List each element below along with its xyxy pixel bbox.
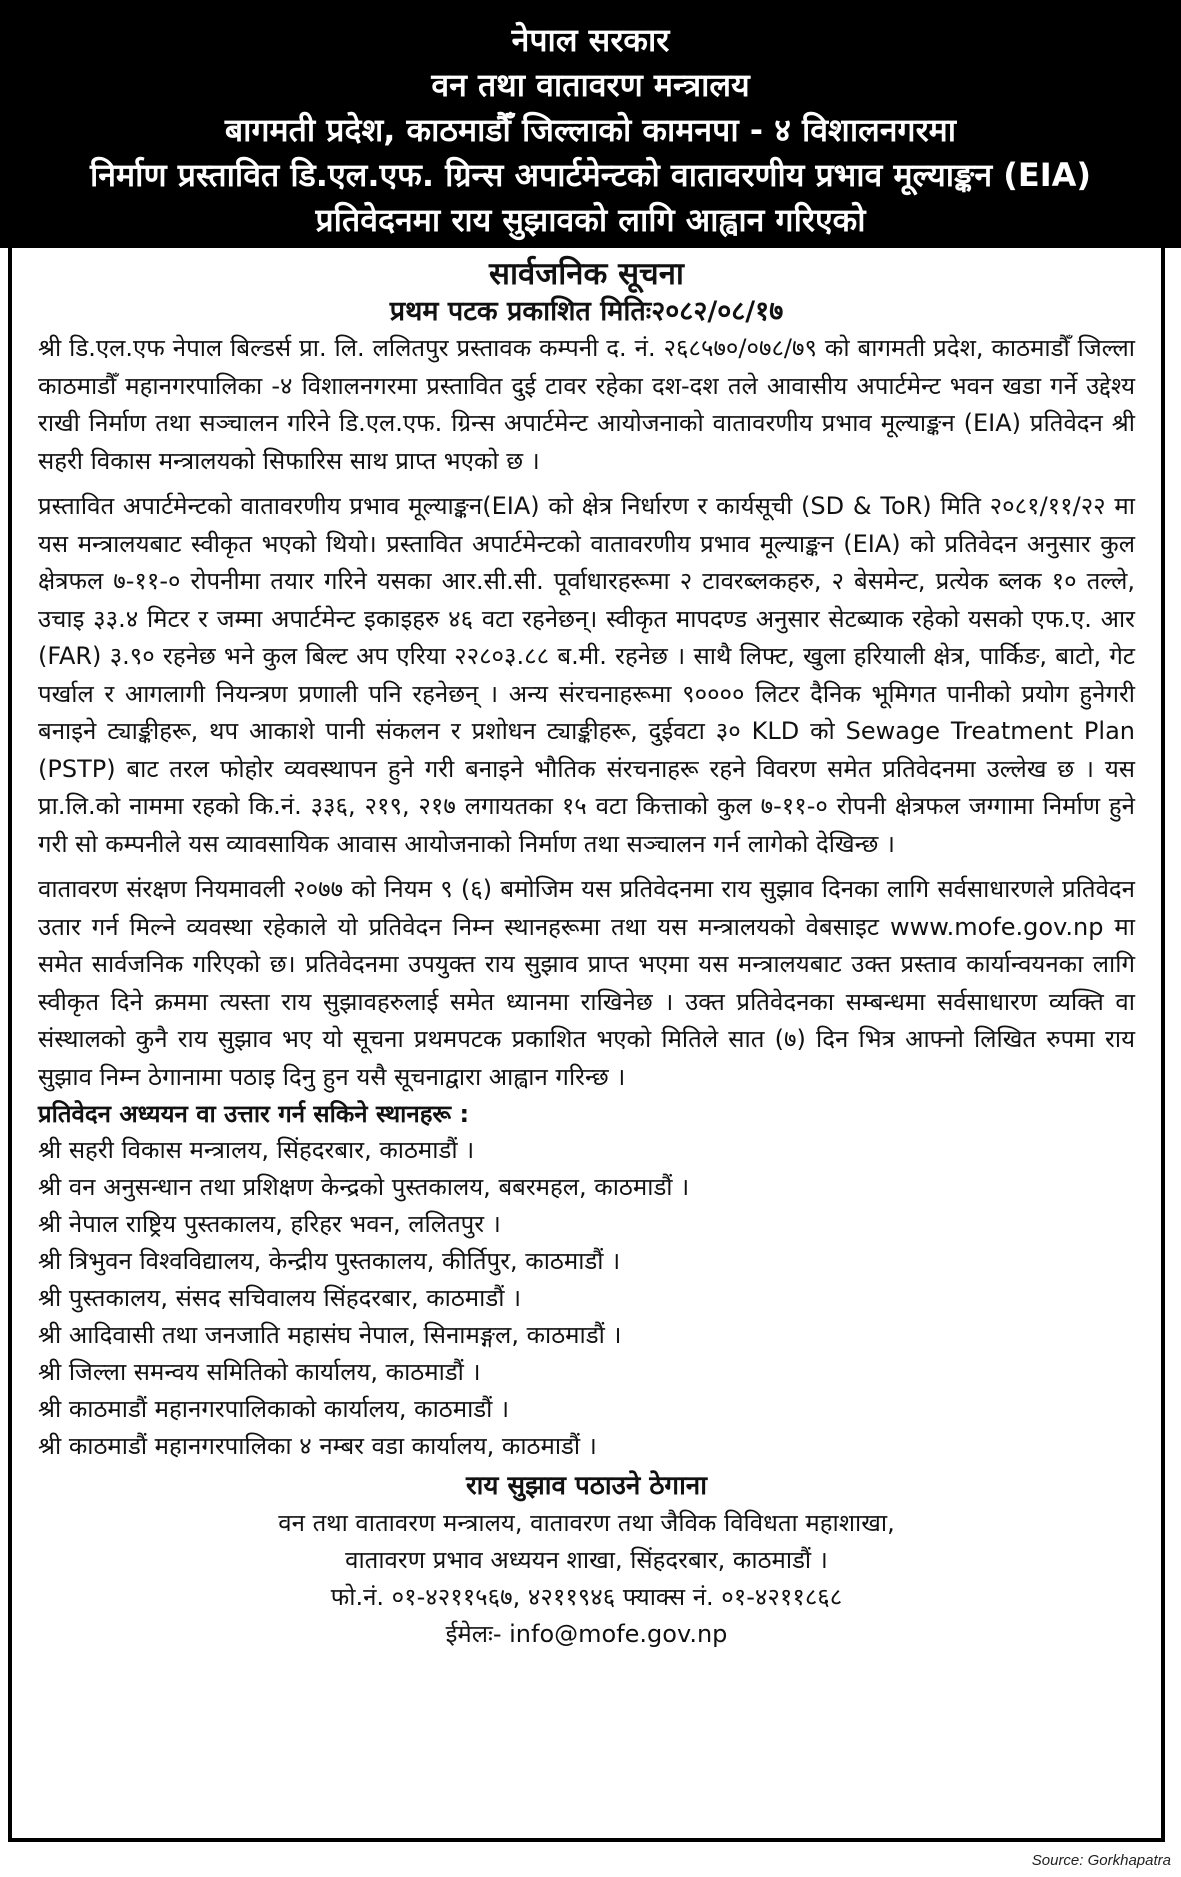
phone-fax: फो.नं. ०१-४२११५६७, ४२११९४६ फ्याक्स नं. ०१-४२११८६८ — [330, 1583, 843, 1611]
location-item: श्री जिल्ला समन्वय समितिको कार्यालय, काठमाडौं । — [38, 1358, 481, 1386]
locations-heading: प्रतिवेदन अध्ययन वा उत्तार गर्न सकिने स्थानहरू : — [38, 1100, 470, 1128]
location-item: श्री पुस्तकालय, संसद सचिवालय सिंहदरबार, काठमाडौं । — [38, 1284, 522, 1312]
locations-list — [38, 1132, 1135, 1465]
location-item: श्री आदिवासी तथा जनजाति महासंघ नेपाल, सिनामङ्गल, काठमाडौं । — [38, 1321, 622, 1349]
location-item: श्री काठमाडौं महानगरपालिकाको कार्यालय, काठमाडौं । — [38, 1395, 510, 1423]
source-credit: Source: Gorkhapatra — [1031, 1852, 1171, 1869]
published-date: प्रथम पटक प्रकाशित मितिः२०८२/०८/१७ — [389, 296, 784, 327]
notice-header-banner — [0, 0, 1181, 248]
paragraph-2: प्रस्तावित अपार्टमेन्टको वातावरणीय प्रभाव मूल्याङ्कन(EIA) को क्षेत्र निर्धारण र कार्यसूची (SD & ToR) मिति २०८१/११/२२ मा यस मन्त्रालयबाट स्वीकृत भएको थियो। प्रस्तावित अपार्टमेन्टको वातावरणीय प्रभाव मूल्याङ्कन (EIA) को प्रतिवेदन अनुसार कुल क्षेत्रफल ७-११-० रोपनीमा तयार गरिने यसका आर.सी.सी. पूर्वाधारहरूमा २ टावरब्लकहरु, २ बेसमेन्ट, प्रत्येक ब्लक १० तल्ले, उचाइ ३३.४ मिटर र जम्मा अपार्टमेन्ट इकाइहरु ४६ वटा रहनेछन्। स्वीकृत मापदण्ड अनुसार सेटब्याक रहेको यसको एफ.ए. आर (FAR) ३.९० रहनेछ भने कुल बिल्ट अप एरिया २२८०३.८८ ब.मी. रहनेछ । साथै लिफ्ट, खुला हरियाली क्षेत्र, पार्किङ, बाटो, गेट पर्खाल र आगलागी नियन्त्रण प्रणाली पनि रहनेछन् । अन्य संरचनाहरूमा ९०००० लिटर दैनिक भूमिगत पानीको प्रयोग हुनेगरी बनाइने ट्याङ्कीहरू, थप आकाशे पानी संकलन र प्रशोधन ट्याङ्कीहरू, दुईवटा ३० KLD को Sewage Treatment Plan (PSTP) बाट तरल फोहोर व्यवस्थापन हुने गरी बनाइने भौतिक संरचनाहरू रहने विवरण समेत प्रतिवेदनमा उल्लेख छ । यस प्रा.लि.को नाममा रहको कि.नं. ३३६, २१९, २१७ लगायतका १५ वटा कित्ताको कुल ७-११-० रोपनी क्षेत्रफल जग्गामा निर्माण हुने गरी सो कम्पनीले यस व्यावसायिक आवास आयोजनाको निर्माण तथा सञ्चालन गर्न लागेको देखिन्छ । — [38, 492, 1135, 858]
address-line-2: वातावरण प्रभाव अध्ययन शाखा, सिंहदरबार, काठमाडौं । — [345, 1546, 828, 1574]
paragraph-1: श्री डि.एल.एफ नेपाल बिल्डर्स प्रा. लि. ललितपुर प्रस्तावक कम्पनी द. नं. २६८५७०/०७८/७९ को बागमती प्रदेश, काठमाडौँ जिल्ला काठमाडौँ महानगरपालिका -४ विशालनगरमा प्रस्तावित दुई टावर रहेका दश-दश तले आवासीय अपार्टमेन्ट भवन खडा गर्ने उद्देश्य राखी निर्माण तथा सञ्चालन गरिने डि.एल.एफ. ग्रिन्स अपार्टमेन्ट आयोजनाको वातावरणीय प्रभाव मूल्याङ्कन (EIA) प्रतिवेदन श्री सहरी विकास मन्त्रालयको सिफारिस साथ प्राप्त भएको छ । — [38, 334, 1135, 475]
location-item: श्री वन अनुसन्धान तथा प्रशिक्षण केन्द्रको पुस्तकालय, बबरमहल, काठमाडौं । — [38, 1173, 690, 1201]
location-item: श्री सहरी विकास मन्त्रालय, सिंहदरबार, काठमाडौं । — [38, 1136, 475, 1164]
email: ईमेलः- info@mofe.gov.np — [445, 1620, 728, 1648]
header-location: बागमती प्रदेश, काठमाडौँ जिल्लाको कामनपा - ४ विशालनगरमा — [224, 111, 957, 149]
paragraph-3: वातावरण संरक्षण नियमावली २०७७ को नियम ९ (६) बमोजिम यस प्रतिवेदनमा राय सुझाव दिनका लागि सर्वसाधारणले प्रतिवेदन उतार गर्न मिल्ने व्यवस्था रहेकाले यो प्रतिवेदन निम्न स्थानहरूमा तथा यस मन्त्रालयको वेबसाइट www.mofe.gov.np मा समेत सार्वजनिक गरिएको छ। प्रतिवेदनमा उपयुक्त राय सुझाव प्राप्त भएमा यस मन्त्रालयबाट उक्त प्रस्ताव कार्यान्वयनका लागि स्वीकृत दिने क्रममा त्यस्ता राय सुझावहरुलाई समेत ध्यानमा राखिनेछ । उक्त प्रतिवेदनका सम्बन्धमा सर्वसाधारण व्यक्ति वा संस्थालको कुनै राय सुझाव भए यो सूचना प्रथमपटक प्रकाशित भएको मितिले सात (७) दिन भित्र आफ्नो लिखित रुपमा राय सुझाव निम्न ठेगानामा पठाइ दिनु हुन यसै सूचनाद्वारा आह्वान गरिन्छ । — [38, 875, 1135, 1091]
notice-body — [8, 248, 1165, 1842]
location-item: श्री काठमाडौं महानगरपालिका ४ नम्बर वडा कार्यालय, काठमाडौं । — [38, 1432, 597, 1460]
address-heading: राय सुझाव पठाउने ठेगाना — [466, 1471, 707, 1501]
location-item: श्री नेपाल राष्ट्रिय पुस्तकालय, हरिहर भवन, ललितपुर । — [38, 1210, 501, 1238]
header-project: निर्माण प्रस्तावित डि.एल.एफ. ग्रिन्स अपार्टमेन्टको वातावरणीय प्रभाव मूल्याङ्कन (EIA) — [89, 156, 1092, 194]
header-ministry: वन तथा वातावरण मन्त्रालय — [431, 66, 750, 104]
header-government: नेपाल सरकार — [511, 21, 670, 59]
notice-title: सार्वजनिक सूचना — [489, 256, 684, 292]
header-purpose: प्रतिवेदनमा राय सुझावको लागि आह्वान गरिएको — [315, 201, 866, 239]
address-line-1: वन तथा वातावरण मन्त्रालय, वातावरण तथा जैविक विविधता महाशाखा, — [278, 1509, 895, 1537]
location-item: श्री त्रिभुवन विश्वविद्यालय, केन्द्रीय पुस्तकालय, कीर्तिपुर, काठमाडौं । — [38, 1247, 621, 1275]
